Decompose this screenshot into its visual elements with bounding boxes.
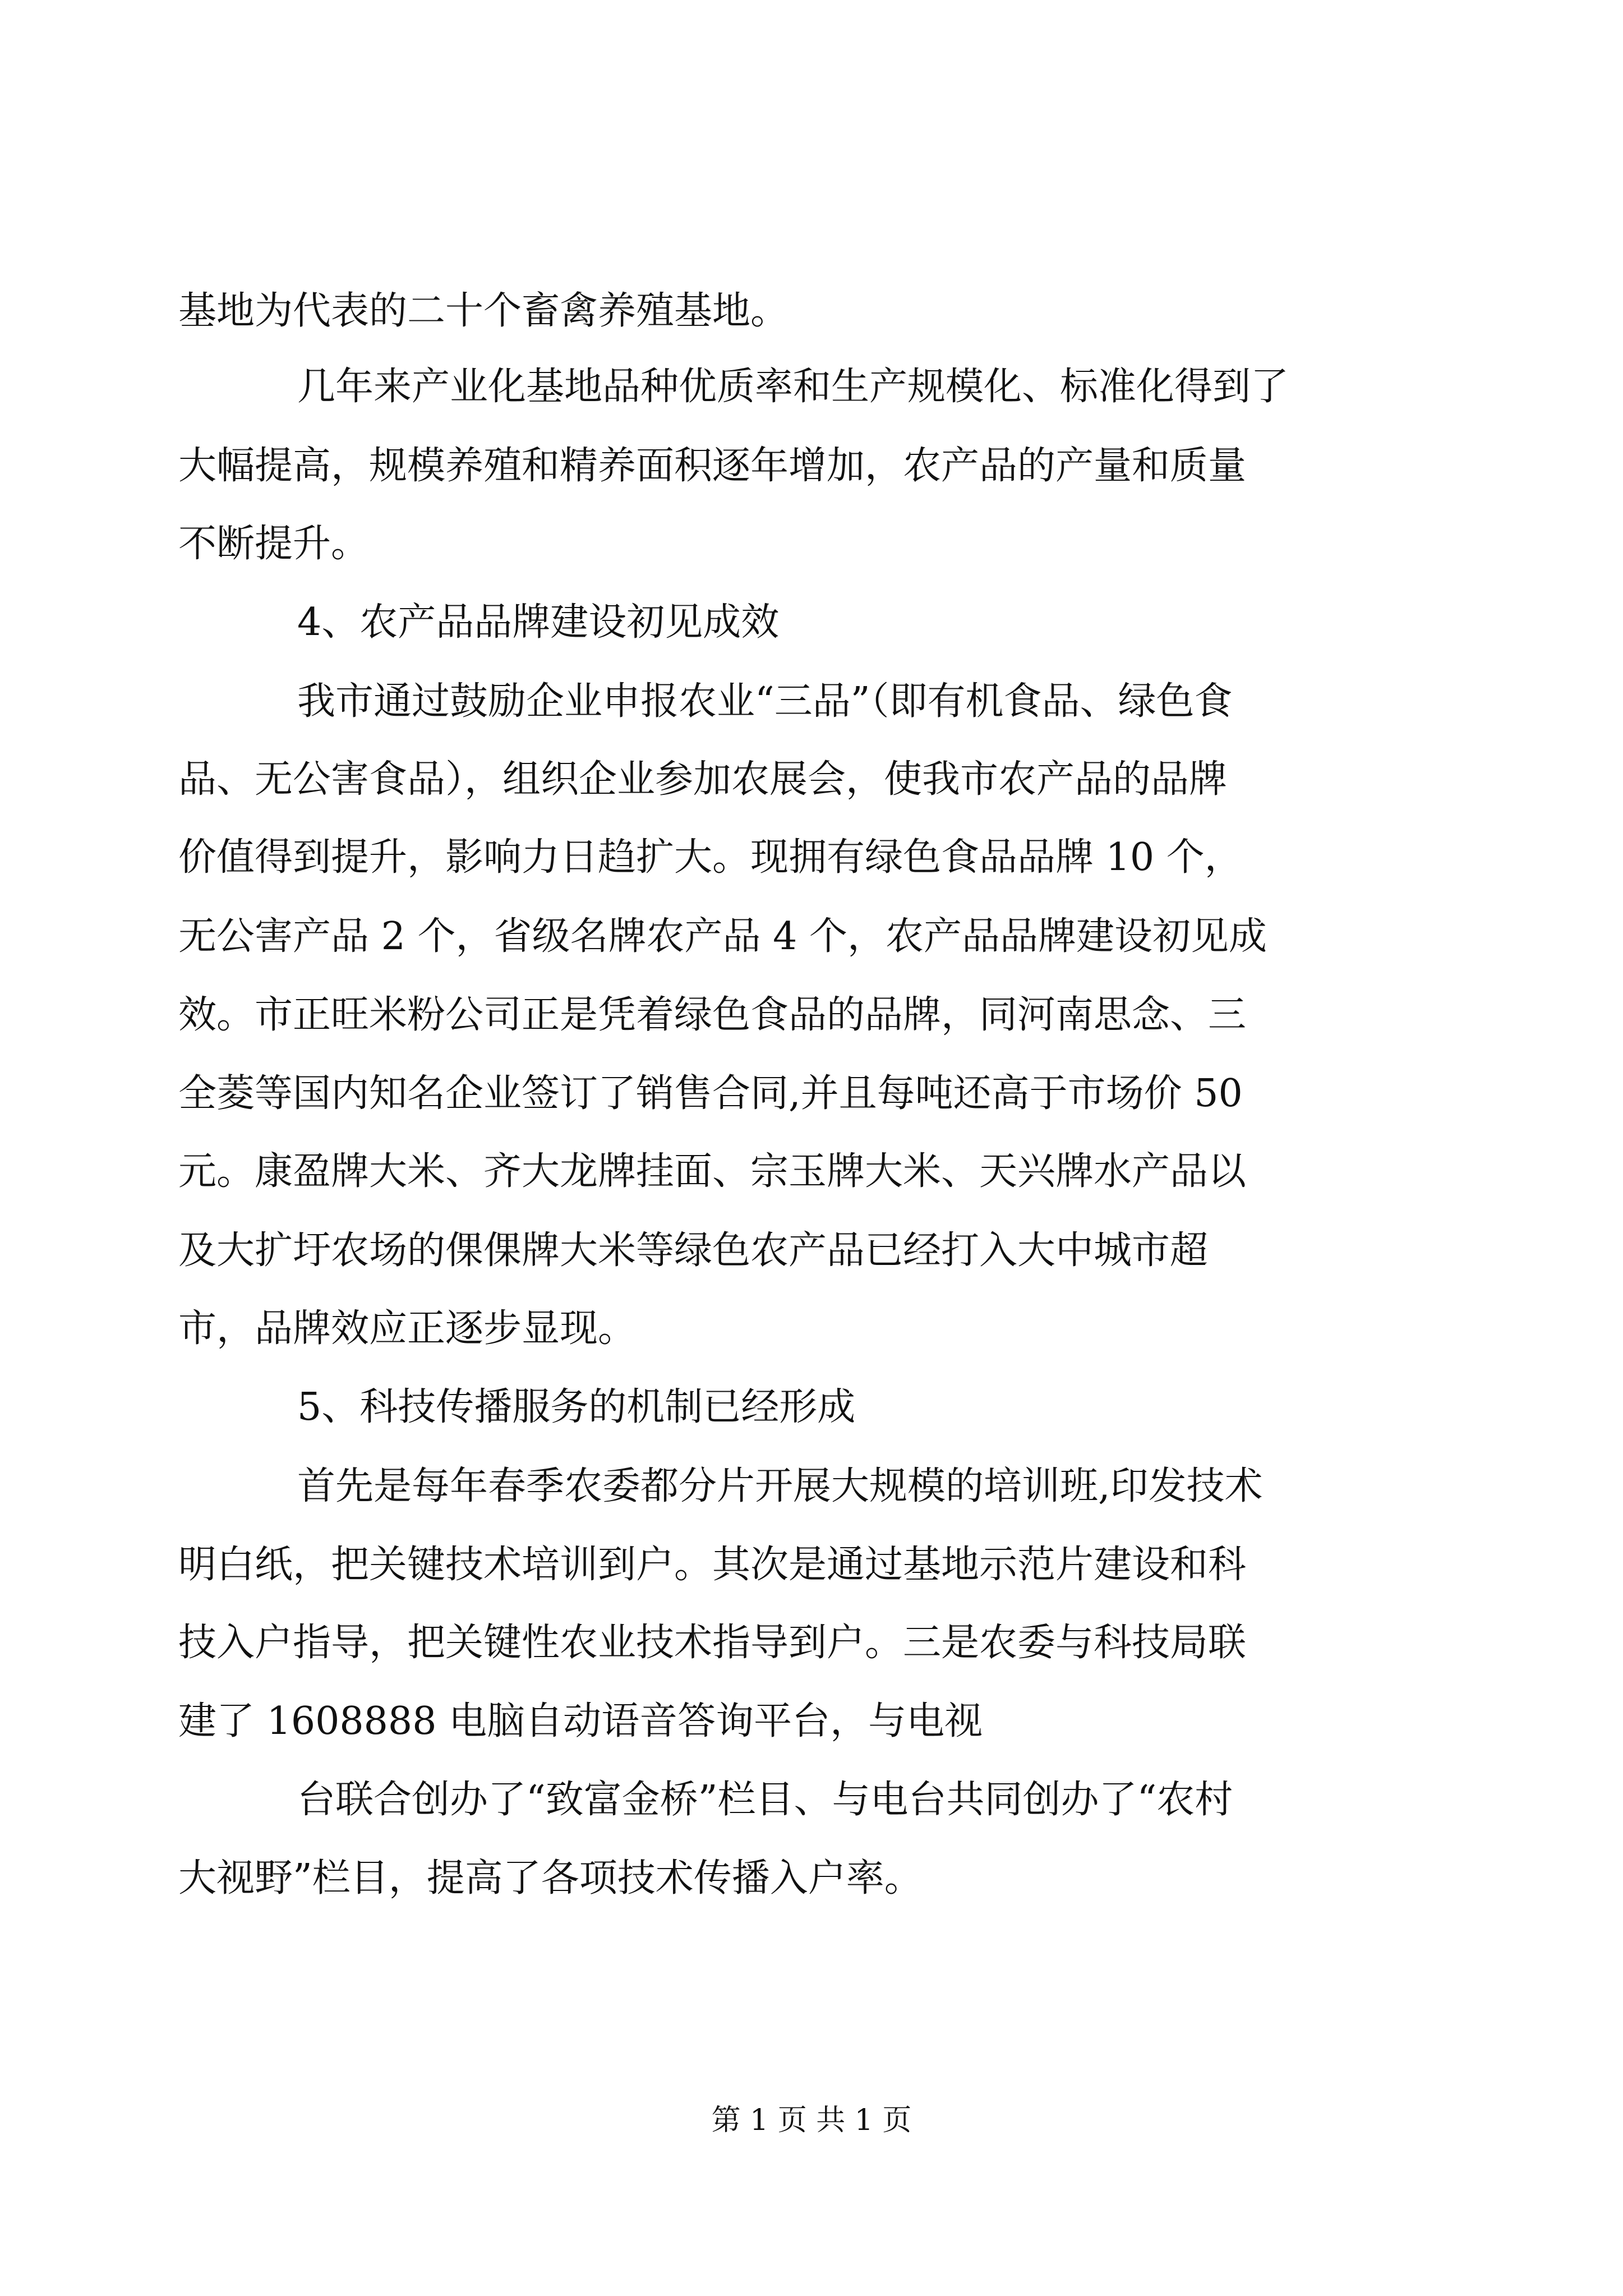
document-page: 基地为代表的二十个畜禽养殖基地。 几年来产业化基地品种优质率和生产规模化、标准化得到了 大幅提高，规模养殖和精养面积逐年增加，农产品的产量和质量 不断提升。 4、农产品品牌建设初见成效 我市通过鼓励企业申报农业“三品”（即有机食品、绿色食 品、无公害食品），组织企业参加农展会，使我市农产品的品牌 价值得到提升，影响力日趋扩大。现拥有绿色食品品牌 10 个， 无公害产品 2 个，省级名牌农产品 4 个，农产品品牌建设初见成 效。市正旺米粉公司正是凭着绿色食品的品牌，同河南思念、三 全菱等国内知名企业签订了销售合同,并且每吨还高于市场价 50 元。康盈牌大米、齐大龙牌挂面、宗玉牌大米、天兴牌水产品以 及大扩圩农场的倮倮牌大米等绿色农产品已经打入大中城市超 市，品牌效应正逐步显现。 5、科技传播服务的机制已经形成 首先是每年春季农委都分片开展大规模的培训班,印发技术 明白纸，把关键技术培训到户。其次是通过基地示范片建设和科 技入户指导，把关键性农业技术指导到户。三是农委与科技局联 建了 1608888 电脑自动语音答询平台，与电视 台联合创办了“致富金桥”栏目、与电台共同创办了“农村 大视野”栏目，提高了各项技术传播入户率。 第 1 页 共 1 页 — [0, 0, 1623, 2296]
page-footer: 第 1 页 共 1 页 — [711, 2104, 912, 2137]
